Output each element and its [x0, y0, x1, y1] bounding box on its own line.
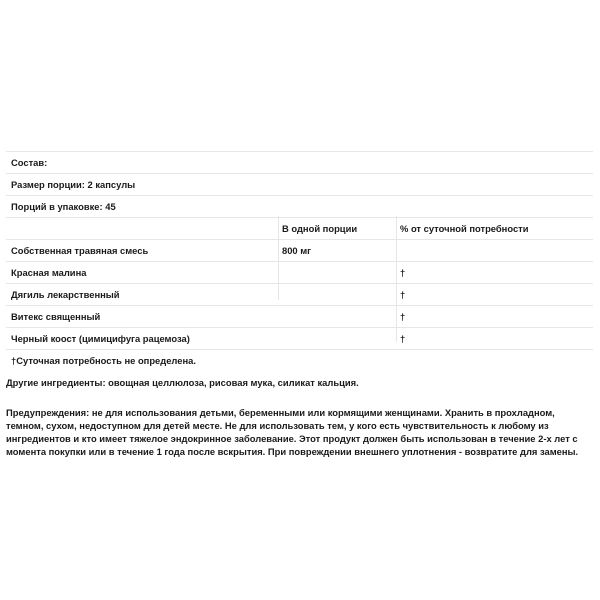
ingredient-daily-value: †	[400, 289, 406, 300]
other-ingredients: Другие ингредиенты: овощная целлюлоза, рисовая мука, силикат кальция.	[6, 377, 359, 388]
serving-size: Размер порции: 2 капсулы	[11, 179, 136, 190]
table-header-row	[6, 218, 593, 240]
table-row	[6, 262, 593, 284]
serving-size-row	[6, 174, 593, 196]
table-row	[6, 240, 593, 262]
table-row	[6, 306, 593, 328]
warnings: Предупреждения: не для использования детьми, беременными или кормящими женщинами. Хранить в прохладном, темном, сухом, недоступном для детей месте. Не для использовать тем, у кого есть чувствительность к любому из ингредиентов и кто имеет тяжелое эндокринное заболевание. Этот продукт должен быть использован в течение 2-х лет с момента покупки или в течение 1 года после вскрытия. При повреждении внешнего уплотнения - возвратите для замены.	[6, 407, 579, 457]
ingredient-name: Собственная травяная смесь	[11, 245, 149, 256]
footnote-row	[6, 350, 593, 371]
header-daily-value: % от суточной потребности	[400, 223, 529, 234]
ingredient-name: Черный коост (цимицифуга рацемоза)	[11, 333, 190, 344]
composition-row	[6, 152, 593, 174]
ingredient-amount: 800 мг	[282, 245, 312, 256]
ingredient-name: Красная малина	[11, 267, 87, 278]
ingredient-daily-value: †	[400, 333, 406, 344]
header-amount: В одной порции	[282, 223, 358, 234]
column-divider	[278, 216, 279, 300]
ingredient-daily-value: †	[400, 267, 406, 278]
table-row	[6, 328, 593, 350]
supplement-facts-table	[6, 151, 593, 371]
servings-per-container: Порций в упаковке: 45	[11, 201, 116, 212]
footnote: †Суточная потребность не определена.	[11, 355, 196, 366]
ingredient-daily-value: †	[400, 311, 406, 322]
table-row	[6, 284, 593, 306]
ingredient-name: Дягиль лекарственный	[11, 289, 120, 300]
servings-per-container-row	[6, 196, 593, 218]
column-divider	[396, 216, 397, 342]
ingredient-name: Витекс священный	[11, 311, 101, 322]
composition-label: Состав:	[11, 157, 48, 168]
